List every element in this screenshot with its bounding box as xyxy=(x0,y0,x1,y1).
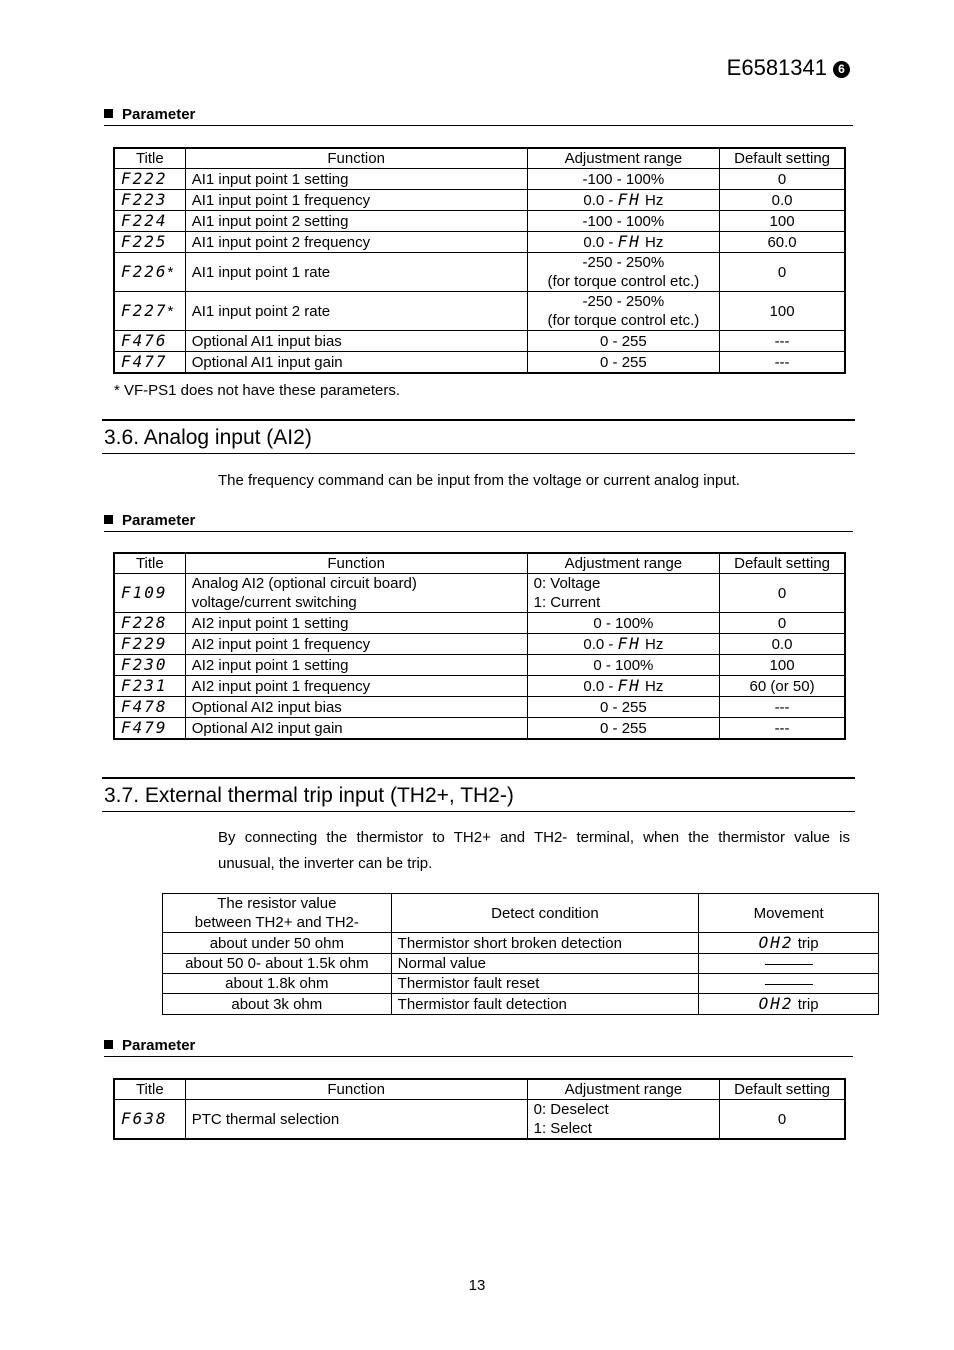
table-row: F478 Optional AI2 input bias 0 - 255 --- xyxy=(114,697,845,718)
dash-line xyxy=(765,964,813,965)
parameter-table-ptc xyxy=(113,1078,846,1140)
document-id xyxy=(727,55,850,81)
parameter-table-ai1 xyxy=(113,147,846,374)
parameter-heading: Parameter xyxy=(104,1037,853,1057)
table-row: F479 Optional AI2 input gain 0 - 255 --- xyxy=(114,718,845,740)
table-row: F224 AI1 input point 2 setting -100 - 100% 100 xyxy=(114,211,845,232)
section-intro-line: By connecting the thermistor to TH2+ and TH2- terminal, when the thermistor value is xyxy=(218,829,850,846)
table-row: F226* AI1 input point 1 rate -250 - 250% (for torque control etc.) 0 xyxy=(114,253,845,292)
table-row: F476 Optional AI1 input bias 0 - 255 --- xyxy=(114,331,845,352)
parameter-table-ai2 xyxy=(113,552,846,740)
section-intro: The frequency command can be input from the voltage or current analog input. xyxy=(218,472,740,489)
table-header-row: Title Function Adjustment range Default setting xyxy=(114,553,845,574)
square-bullet-icon xyxy=(104,515,113,524)
section-heading: 3.7. External thermal trip input (TH2+, TH2-) xyxy=(102,777,855,812)
table-row: F477 Optional AI1 input gain 0 - 255 --- xyxy=(114,352,845,374)
square-bullet-icon xyxy=(104,109,113,118)
table-row: F109 Analog AI2 (optional circuit board) voltage/current switching 0: Voltage 1: Current 0 xyxy=(114,574,845,613)
section-heading: 3.6. Analog input (AI2) xyxy=(102,419,855,454)
doc-id-text: E6581341 xyxy=(726,55,827,80)
section-intro-line: unusual, the inverter can be trip. xyxy=(218,855,433,872)
table-header-row: Title Function Adjustment range Default setting xyxy=(114,1079,845,1100)
table-row: about 3k ohm Thermistor fault detection OH2 trip xyxy=(163,994,879,1015)
square-bullet-icon xyxy=(104,1040,113,1049)
page-number: 13 xyxy=(468,1277,486,1294)
revision-badge: 6 xyxy=(833,61,850,78)
table-row: about under 50 ohm Thermistor short broken detection OH2 trip xyxy=(163,933,879,954)
table-row: F638 PTC thermal selection 0: Deselect 1: Select 0 xyxy=(114,1100,845,1140)
table-header-row: Title Function Adjustment range Default setting xyxy=(114,148,845,169)
table-row: F227* AI1 input point 2 rate -250 - 250% (for torque control etc.) 100 xyxy=(114,292,845,331)
parameter-heading: Parameter xyxy=(104,512,853,532)
table-row: F225 AI1 input point 2 frequency 0.0 - FH Hz 60.0 xyxy=(114,232,845,253)
table-row: about 1.8k ohm Thermistor fault reset xyxy=(163,974,879,994)
table-footnote: * VF-PS1 does not have these parameters. xyxy=(114,382,400,399)
table-row: F229 AI2 input point 1 frequency 0.0 - FH Hz 0.0 xyxy=(114,634,845,655)
table-row: F223 AI1 input point 1 frequency 0.0 - FH Hz 0.0 xyxy=(114,190,845,211)
dash-line xyxy=(765,984,813,985)
table-row: F228 AI2 input point 1 setting 0 - 100% 0 xyxy=(114,613,845,634)
thermal-condition-table xyxy=(162,893,879,1015)
table-row: F230 AI2 input point 1 setting 0 - 100% 100 xyxy=(114,655,845,676)
table-row: F231 AI2 input point 1 frequency 0.0 - FH Hz 60 (or 50) xyxy=(114,676,845,697)
table-header-row: The resistor value between TH2+ and TH2- Detect condition Movement xyxy=(163,894,879,933)
table-row: F222 AI1 input point 1 setting -100 - 100% 0 xyxy=(114,169,845,190)
table-row: about 50 0- about 1.5k ohm Normal value xyxy=(163,954,879,974)
parameter-heading: Parameter xyxy=(104,106,853,126)
